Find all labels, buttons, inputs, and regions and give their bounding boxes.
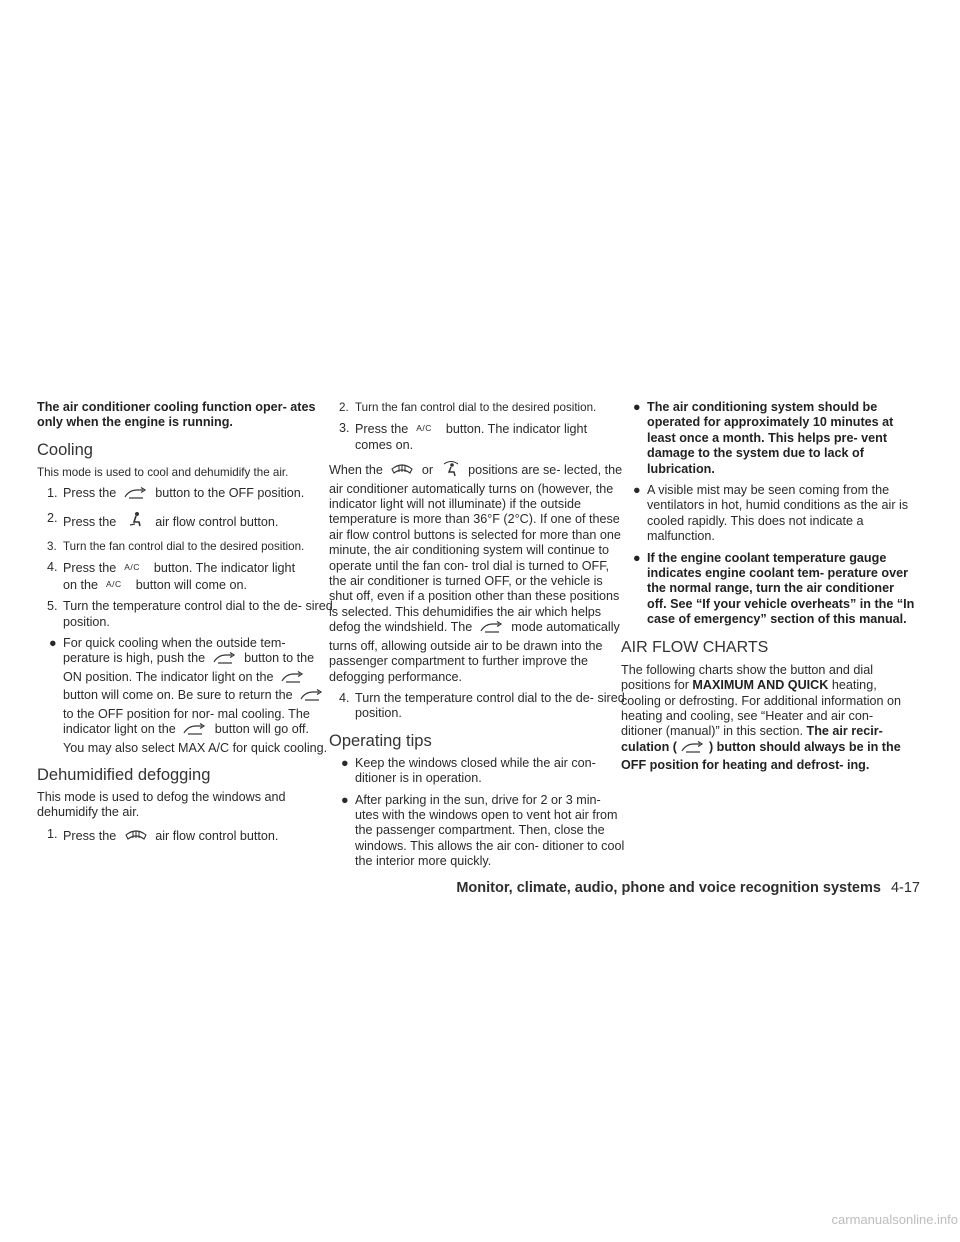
cooling-step-3 (37, 539, 333, 554)
paragraph-bold-text: The air recir- culation ( (621, 724, 883, 754)
paragraph-text: or (421, 463, 434, 478)
step-text: button will come on. (135, 577, 247, 592)
recirculation-icon (680, 740, 706, 758)
cooling-step-2 (37, 511, 333, 533)
cooling-description: This mode is used to cool and dehumidify the air. (37, 465, 289, 479)
bullet-text: If the engine coolant temperature gauge indicates engine coolant tem- perature over the normal range, turn the air conditioner off. See “If your vehicle overheats” in the “In case of emergency” section of this manual. (647, 550, 915, 627)
bullet-icon: ● (633, 400, 641, 414)
bullet-text: button will go off. You may also select MAX A/C for quick cooling. (63, 722, 328, 755)
defogging-description: This mode is used to defog the windows and dehumidify the air. (37, 789, 286, 820)
step-text: air flow control button. (155, 828, 279, 843)
bullet-icon: ● (49, 636, 57, 651)
paragraph-text: When the (329, 463, 383, 478)
defogging-heading: Dehumidified defogging (37, 765, 211, 784)
ac-icon: A/C (124, 562, 140, 573)
step-number: 1. (47, 826, 58, 841)
paragraph-text: The following charts show the button and dial positions for (621, 662, 874, 693)
step-number: 3. (339, 421, 350, 436)
bullet-text: The air conditioning system should be operated for approximately 10 minutes at least once a month. This helps pre- vent damage to the system due to lack of lubrication. (647, 400, 894, 476)
quick-cooling-bullet (37, 636, 333, 756)
watermark: carmanualsonline.info (831, 1212, 958, 1227)
footer-section-title: Monitor, climate, audio, phone and voice recognition systems (456, 880, 881, 896)
step-number: 4. (47, 560, 58, 575)
paragraph-text: mode automatically turns off, allowing outside air to be drawn into the passenger compartment to further improve the defogging performance. (329, 620, 620, 684)
intro-note: The air conditioner cooling function oper- ates only when the engine is running. (37, 400, 316, 430)
maintenance-bullet (621, 400, 917, 477)
defogging-step-1 (37, 827, 333, 847)
defrost-icon (389, 461, 415, 481)
step-text: on the (63, 577, 99, 592)
step-number: 3. (47, 540, 57, 554)
step-text: air flow control button. (155, 514, 279, 529)
step-text: button. The indicator light (153, 561, 296, 576)
recirculation-icon (212, 651, 238, 669)
tip-bullet-1 (329, 756, 625, 787)
paragraph-bold-text: MAXIMUM AND QUICK (692, 678, 829, 693)
ac-icon: A/C (416, 423, 432, 434)
paragraph-text: positions are se- lected, the air conditioner automatically turns on (however, the indicator light will not illuminate) if the outside temperature is more than 36°F (2°C). If one of these air flow control buttons is selected for more than one minute, the air conditioning system will continue to operate until the fan con- trol dial is turned to OFF, the air conditioner is turned OFF, or the vehicle is shut off, even if a position other than these positions is selected. This dehumidifies the air which helps defog the windshield. The (329, 463, 623, 635)
step-number: 2. (47, 510, 58, 525)
bullet-text: A visible mist may be seen coming from the ventilators in hot, humid conditions as the air is cooled rapidly. This does not indicate a malfunction. (647, 483, 909, 544)
recirculation-icon (280, 670, 306, 688)
recirculation-icon (299, 688, 325, 706)
page-number: 4-17 (890, 880, 920, 896)
step-number: 4. (339, 690, 350, 705)
bullet-text: Keep the windows closed while the air con- ditioner is in operation. (355, 755, 596, 786)
paragraph-text: heating, cooling or defrosting. For additional information on heating and cooling, see “Heater and air con- ditioner (manual)” in this section. (621, 678, 902, 739)
air-flow-charts-paragraph (621, 663, 917, 774)
step-number: 1. (47, 486, 58, 501)
defrost-icon (123, 827, 149, 847)
operating-tips-heading: Operating tips (329, 731, 432, 750)
step-text: Press the (63, 514, 117, 529)
step-number: 5. (47, 599, 58, 614)
defogging-step-2 (329, 400, 625, 415)
recirculation-icon (182, 722, 208, 740)
step-text: Press the (63, 486, 117, 501)
cooling-step-1 (37, 486, 333, 504)
column-3 (621, 400, 917, 780)
step-text: Turn the temperature control dial to the de- sired position. (63, 599, 333, 629)
tip-bullet-2 (329, 793, 625, 870)
recirculation-icon (479, 620, 505, 638)
bullet-text: After parking in the sun, drive for 2 or 3 min- utes with the windows open to vent hot air from the passenger compartment. Then, close the windows. This allows the air con- ditioner to cool the interior more quickly. (355, 792, 625, 869)
defogging-step-3 (329, 421, 625, 453)
step-text: button. The indicator light comes on. (355, 422, 588, 452)
bullet-text: For quick cooling when the outside tem- perature is high, push the (63, 636, 286, 666)
page-footer (420, 880, 920, 896)
step-text: Press the (63, 561, 117, 576)
column-2 (329, 400, 625, 876)
bullet-text: button to the ON position. The indicator light on the (63, 651, 315, 684)
bullet-text: to the OFF position for nor- mal cooling. The indicator light on the (63, 706, 310, 737)
cooling-heading: Cooling (37, 440, 93, 459)
step-text: Press the (355, 422, 409, 437)
overheat-bullet (621, 551, 917, 628)
cooling-step-4 (37, 560, 333, 593)
bullet-icon: ● (633, 483, 641, 498)
recirculation-icon (123, 486, 149, 504)
bullet-text: button will come on. Be sure to return the (63, 688, 293, 703)
paragraph-bold-text: ) button should always be in the OFF position for heating and defrost- ing. (621, 739, 901, 773)
foot-airflow-icon (123, 511, 149, 533)
step-text: Turn the fan control dial to the desired position. (355, 401, 597, 414)
cooling-step-5 (37, 599, 333, 630)
ac-icon: A/C (106, 578, 122, 589)
foot-defrost-icon (440, 459, 462, 481)
step-text: Turn the fan control dial to the desired position. (63, 540, 305, 554)
column-1 (37, 400, 333, 853)
bullet-icon: ● (341, 755, 349, 770)
mist-bullet (621, 483, 917, 545)
defogging-paragraph (329, 459, 625, 685)
bullet-icon: ● (341, 792, 349, 807)
air-flow-charts-heading: AIR FLOW CHARTS (621, 638, 769, 656)
step-text: Press the (63, 828, 117, 843)
step-text: button to the OFF position. (155, 486, 305, 501)
step-number: 2. (339, 401, 349, 414)
bullet-icon: ● (633, 550, 641, 565)
step-text: Turn the temperature control dial to the de- sired position. (355, 690, 625, 721)
defogging-step-4 (329, 691, 625, 722)
